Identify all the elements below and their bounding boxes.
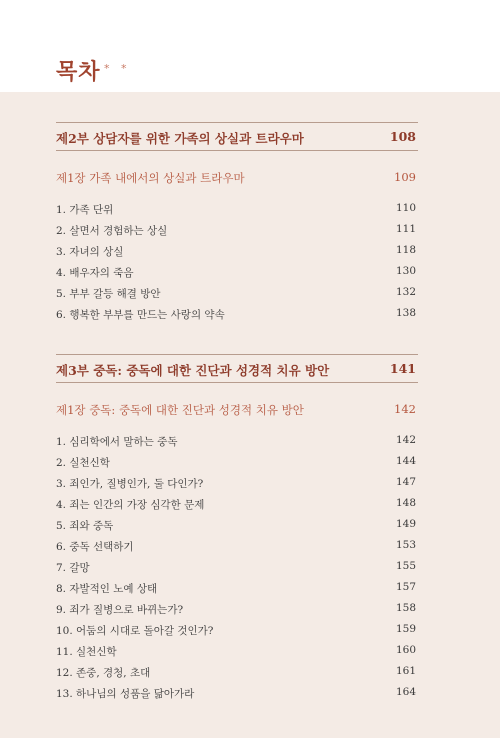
toc-item[interactable] [56, 560, 418, 576]
header [0, 0, 500, 92]
toc-item[interactable] [56, 244, 418, 260]
toc-item[interactable] [56, 518, 418, 534]
part-page: 141 [389, 361, 416, 376]
toc-item-title: 13. 하나님의 성품을 닮아가라 [56, 688, 195, 700]
toc-item-page: 149 [395, 518, 416, 530]
part-heading[interactable] [56, 354, 418, 383]
toc-item[interactable] [56, 265, 418, 281]
toc-item-page: 130 [395, 265, 416, 277]
toc-item[interactable] [56, 223, 418, 239]
toc-item-title: 5. 부부 갈등 해결 방안 [56, 288, 161, 300]
chapter-title: 제1장 중독: 중독에 대한 진단과 성경적 치유 방안 [56, 403, 304, 417]
chapter-heading[interactable] [56, 170, 418, 190]
toc-item[interactable] [56, 307, 418, 323]
toc-item-title: 6. 중독 선택하기 [56, 541, 134, 553]
page-title: 목차 [56, 60, 101, 85]
toc-item-page: 160 [395, 644, 416, 656]
toc-item[interactable] [56, 455, 418, 471]
toc-item-title: 1. 심리학에서 말하는 중독 [56, 436, 178, 448]
toc-item[interactable] [56, 286, 418, 302]
chapter-page: 142 [394, 402, 416, 416]
toc-item-title: 3. 자녀의 상실 [56, 246, 124, 258]
toc-item-title: 3. 죄인가, 질병인가, 둘 다인가? [56, 478, 204, 490]
toc-item-page: 164 [395, 686, 416, 698]
toc-item[interactable] [56, 202, 418, 218]
toc-item[interactable] [56, 476, 418, 492]
toc-item[interactable] [56, 623, 418, 639]
toc-item-page: 111 [395, 223, 416, 235]
toc-item-title: 10. 어둠의 시대로 돌아갈 것인가? [56, 625, 214, 637]
toc-item[interactable] [56, 602, 418, 618]
toc-item-page: 161 [395, 665, 416, 677]
toc-item-page: 148 [395, 497, 416, 509]
toc-item-title: 1. 가족 단위 [56, 204, 114, 216]
toc-item-page: 118 [395, 244, 416, 256]
toc-item-title: 6. 행복한 부부를 만드는 사랑의 약속 [56, 309, 225, 321]
toc-item-title: 12. 존중, 경청, 초대 [56, 667, 151, 679]
toc-item[interactable] [56, 434, 418, 450]
toc-item-page: 110 [395, 202, 416, 214]
toc-item-title: 4. 배우자의 죽음 [56, 267, 134, 279]
chapter-heading[interactable] [56, 402, 418, 422]
toc-item[interactable] [56, 686, 418, 702]
toc-item-page: 158 [395, 602, 416, 614]
toc-item-page: 132 [395, 286, 416, 298]
decorative-stars: * * [104, 62, 131, 75]
toc-item-title: 8. 자발적인 노예 상태 [56, 583, 158, 595]
chapter-title: 제1장 가족 내에서의 상실과 트라우마 [56, 171, 245, 185]
part-title: 제2부 상담자를 위한 가족의 상실과 트라우마 [56, 131, 304, 146]
toc-item-title: 7. 갈망 [56, 562, 90, 574]
toc-item-page: 142 [395, 434, 416, 446]
toc-item-page: 144 [395, 455, 416, 467]
toc-item[interactable] [56, 497, 418, 513]
toc-item-title: 2. 살면서 경험하는 상실 [56, 225, 168, 237]
toc-item-page: 147 [395, 476, 416, 488]
toc-item-title: 4. 죄는 인간의 가장 심각한 문제 [56, 499, 205, 511]
toc-item-page: 138 [395, 307, 416, 319]
toc-item[interactable] [56, 581, 418, 597]
toc-item-title: 5. 죄와 중독 [56, 520, 114, 532]
toc-item[interactable] [56, 539, 418, 555]
part-heading[interactable] [56, 122, 418, 151]
toc-item[interactable] [56, 665, 418, 681]
chapter-page: 109 [394, 170, 416, 184]
toc-item-title: 2. 실천신학 [56, 457, 110, 469]
toc-item-page: 153 [395, 539, 416, 551]
toc-item[interactable] [56, 644, 418, 660]
part-page: 108 [389, 129, 416, 144]
toc-item-page: 159 [395, 623, 416, 635]
toc-item-page: 157 [395, 581, 416, 593]
toc-item-title: 9. 죄가 질병으로 바뀌는가? [56, 604, 184, 616]
part-title: 제3부 중독: 중독에 대한 진단과 성경적 치유 방안 [56, 363, 330, 378]
toc-item-title: 11. 실천신학 [56, 646, 117, 658]
toc-item-page: 155 [395, 560, 416, 572]
